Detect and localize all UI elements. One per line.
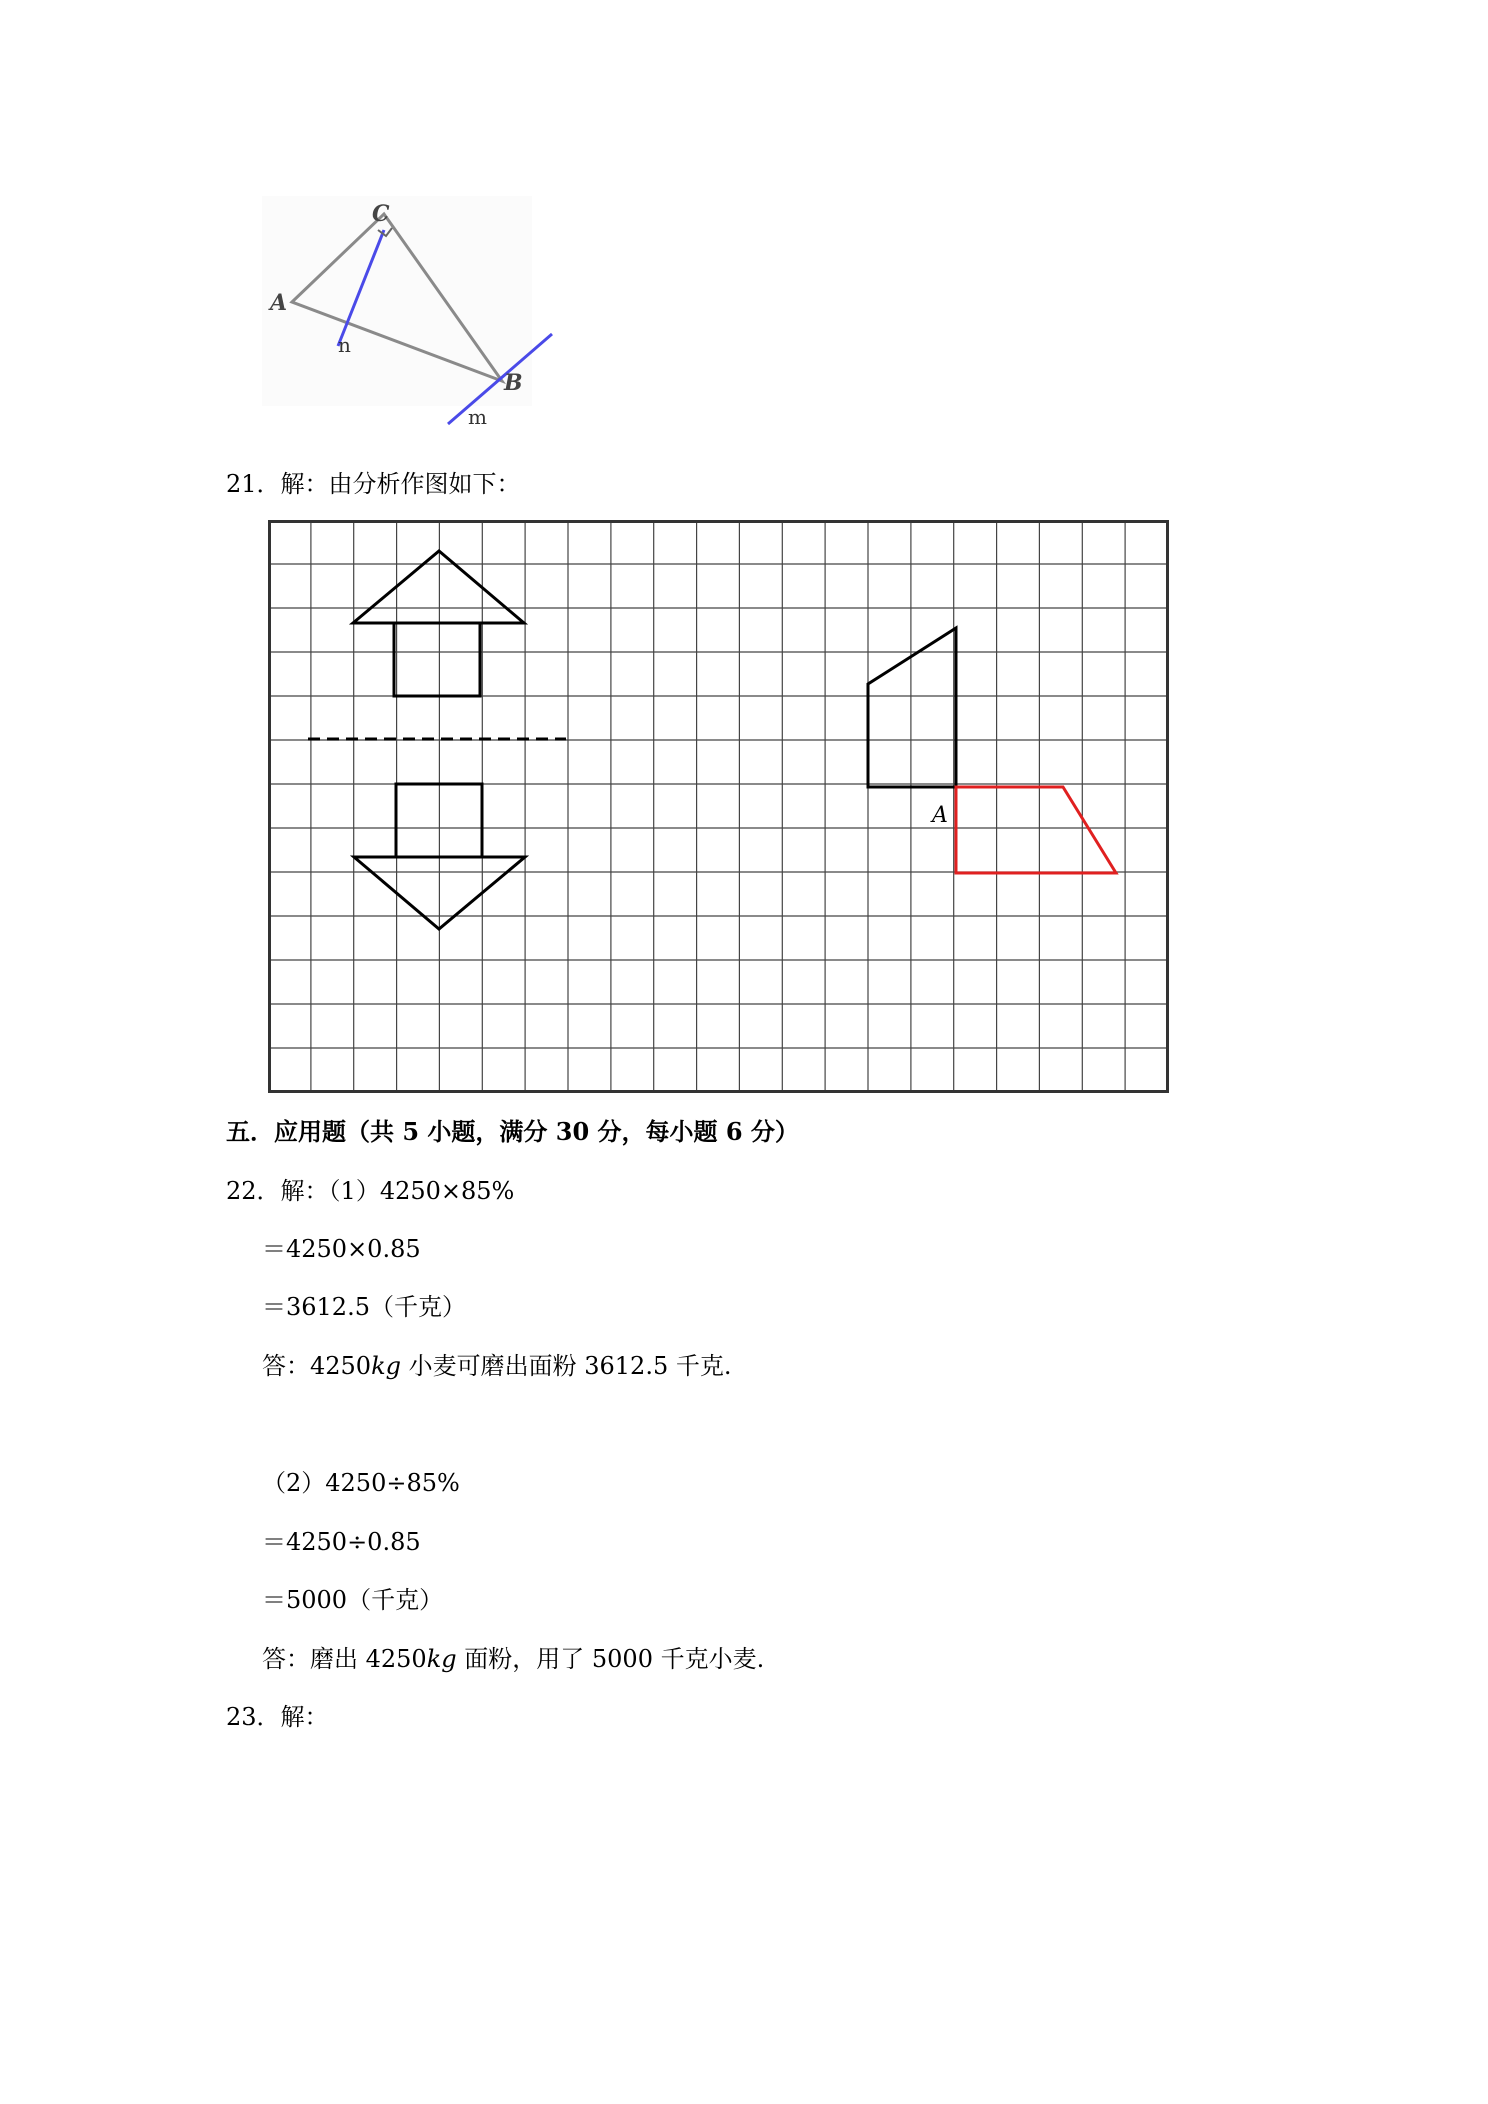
q23-text: 解：: [280, 1703, 329, 1731]
grid-figure: [268, 520, 1170, 1094]
label-b: B: [504, 370, 523, 396]
q22-number: 22．: [226, 1177, 281, 1205]
q23-line: [226, 1701, 329, 1733]
point-a-label: A: [932, 803, 948, 828]
q22-part1-answer-unit: kg: [371, 1352, 401, 1380]
q22-part2-answer-unit: kg: [426, 1645, 457, 1673]
label-n: n: [338, 333, 351, 357]
q22-part1-line2: ＝4250×0.85: [262, 1235, 421, 1263]
q22-part1-answer: [262, 1350, 731, 1382]
q22-part1-answer-suffix: 小麦可磨出面粉 3612.5 千克.: [400, 1352, 732, 1380]
rotated-trapezoid: [956, 787, 1116, 873]
q22-part2-line1: （2）4250÷85%: [262, 1469, 460, 1497]
q21-line: [226, 468, 521, 500]
label-c: C: [372, 201, 390, 227]
grid-border: [270, 522, 1168, 1092]
upper-triangle: [353, 551, 524, 623]
q22-part1-answer-prefix: 答：4250: [262, 1352, 372, 1380]
q22-part2-answer: [262, 1643, 764, 1675]
q22-part2-answer-prefix: 答：磨出 4250: [262, 1645, 427, 1673]
q23-number: 23．: [226, 1703, 281, 1731]
q22-part2-line2: ＝4250÷0.85: [262, 1528, 421, 1556]
label-m: m: [468, 405, 487, 429]
q22-line1: [226, 1175, 514, 1207]
section5-heading: 五．应用题（共 5 小题，满分 30 分，每小题 6 分）: [226, 1117, 799, 1146]
q22-part2-answer-suffix: 面粉，用了 5000 千克小麦.: [456, 1645, 765, 1673]
q22-part1-line1: 解：（1）4250×85%: [280, 1177, 515, 1205]
q22-part1-line3: ＝3612.5（千克）: [262, 1293, 466, 1321]
triangle-figure: [262, 196, 562, 436]
upper-square: [394, 623, 480, 696]
grid-lines: [269, 521, 1168, 1092]
figure-background: [262, 196, 532, 406]
label-a: A: [270, 290, 288, 316]
q22-part2-line3: ＝5000（千克）: [262, 1586, 444, 1614]
q21-number: 21．: [226, 470, 281, 498]
q21-text: 解：由分析作图如下：: [280, 470, 521, 498]
